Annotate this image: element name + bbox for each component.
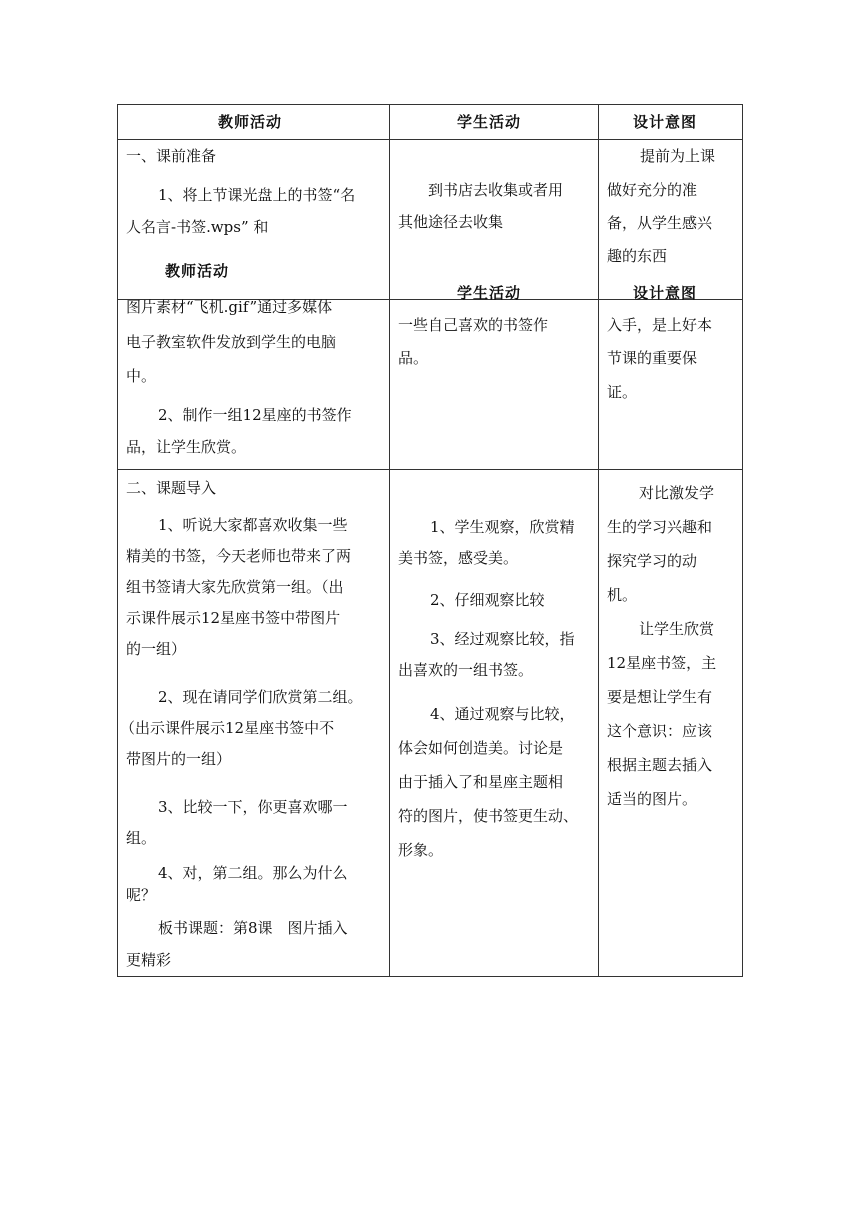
column-divider-2 xyxy=(598,104,599,977)
text-line: 体会如何创造美。讨论是 xyxy=(398,739,564,757)
text-line: 组书签请大家先欣赏第一组。（出 xyxy=(126,578,344,596)
text-line: 由于插入了和星座主题相 xyxy=(398,773,564,791)
text-line: 4、对，第二组。那么为什么 xyxy=(158,864,348,882)
table-border-top xyxy=(117,104,743,105)
text-line: 生的学习兴趣和 xyxy=(607,518,713,536)
row-divider xyxy=(117,469,743,470)
section2-teacher-p2 xyxy=(120,682,388,775)
section2-student-p1 xyxy=(398,512,594,574)
text-line: 探究学习的动 xyxy=(607,552,698,570)
section1-teacher-line: 图片素材“飞机.gif”通过多媒体 xyxy=(126,298,333,316)
repeat-header-teacher: 教师活动 xyxy=(165,262,230,280)
text-line: 符的图片，使书签更生动、 xyxy=(398,807,579,825)
section2-student-p2 xyxy=(398,585,594,616)
section2-design-p1 xyxy=(607,476,741,612)
section1-design-line: 节课的重要保 xyxy=(607,349,698,367)
header-divider xyxy=(117,139,743,140)
text-line: 的一组） xyxy=(126,640,187,658)
text-line: 12星座书签，主 xyxy=(607,654,717,672)
section1-teacher-line: 中。 xyxy=(126,367,157,385)
section1-student-line: 其他途径去收集 xyxy=(398,213,504,231)
table-border-right xyxy=(742,104,743,977)
text-line: 对比激发学 xyxy=(639,484,715,502)
table-border-bottom xyxy=(117,976,743,977)
header-teacher-activity: 教师活动 xyxy=(218,113,283,131)
section1-design-line: 证。 xyxy=(607,383,638,401)
section2-teacher-p1 xyxy=(126,510,388,665)
text-line: 1、听说大家都喜欢收集一些 xyxy=(158,516,348,534)
section2-title: 二、课题导入 xyxy=(126,479,217,497)
text-line: 形象。 xyxy=(398,841,444,859)
text-line: 更精彩 xyxy=(126,951,172,969)
text-line: 板书课题：第8课 图片插入 xyxy=(158,919,348,937)
text-line: 精美的书签，今天老师也带来了两 xyxy=(126,547,352,565)
header-student-activity: 学生活动 xyxy=(457,113,522,131)
text-line: 呢？ xyxy=(126,886,157,904)
section1-student-line: 一些自己喜欢的书签作 xyxy=(398,316,549,334)
text-line: 示课件展示12星座书签中带图片 xyxy=(126,609,341,627)
section1-design-line: 备，从学生感兴 xyxy=(607,214,713,232)
text-line: 机。 xyxy=(607,586,638,604)
section1-design-line: 入手，是上好本 xyxy=(607,316,713,334)
repeat-header-design: 设计意图 xyxy=(633,284,698,302)
section1-teacher-line: 2、制作一组12星座的书签作 xyxy=(158,406,352,424)
text-line: 3、经过观察比较，指 xyxy=(430,630,575,648)
section1-teacher-line: 1、将上节课光盘上的书签“名 xyxy=(158,186,356,204)
text-line: 出喜欢的一组书签。 xyxy=(398,661,534,679)
section2-teacher-p5 xyxy=(126,912,388,976)
section2-student-p4 xyxy=(398,697,598,867)
text-line: 2、仔细观察比较 xyxy=(430,591,545,609)
header-design-intent: 设计意图 xyxy=(633,113,698,131)
text-line: 2、现在请同学们欣赏第二组。 xyxy=(158,688,363,706)
section2-design-p2 xyxy=(607,612,741,816)
section1-student-line: 品。 xyxy=(398,349,429,367)
repeat-header-student: 学生活动 xyxy=(457,284,522,302)
section1-teacher-line: 人名言-书签.wps” 和 xyxy=(126,218,269,236)
section1-design-line: 提前为上课 xyxy=(640,147,716,165)
text-line: 让学生欣赏 xyxy=(639,620,715,638)
text-line: 带图片的一组） xyxy=(126,750,232,768)
section1-design-line: 趣的东西 xyxy=(607,247,668,265)
text-line: 要是想让学生有 xyxy=(607,688,713,706)
text-line: 组。 xyxy=(126,829,157,847)
text-line: 4、通过观察与比较， xyxy=(430,705,575,723)
section1-title: 一、课前准备 xyxy=(126,147,217,165)
section1-teacher-line: 品，让学生欣赏。 xyxy=(126,438,247,456)
text-line: 美书签，感受美。 xyxy=(398,549,519,567)
text-line: 根据主题去插入 xyxy=(607,756,713,774)
text-line: 这个意识：应该 xyxy=(607,722,713,740)
section1-teacher-line: 电子教室软件发放到学生的电脑 xyxy=(126,333,337,351)
section2-teacher-p3 xyxy=(126,792,388,854)
text-line: 1、学生观察，欣赏精 xyxy=(430,518,575,536)
section1-student-line: 到书店去收集或者用 xyxy=(428,181,564,199)
text-line: 适当的图片。 xyxy=(607,790,698,808)
text-line: （出示课件展示12星座书签中不 xyxy=(120,719,335,737)
table-border-left xyxy=(117,104,118,977)
column-divider-1 xyxy=(389,104,390,977)
section2-teacher-p4 xyxy=(126,862,388,906)
section1-design-line: 做好充分的准 xyxy=(607,181,698,199)
section2-student-p3 xyxy=(398,624,594,686)
text-line: 3、比较一下，你更喜欢哪一 xyxy=(158,798,348,816)
